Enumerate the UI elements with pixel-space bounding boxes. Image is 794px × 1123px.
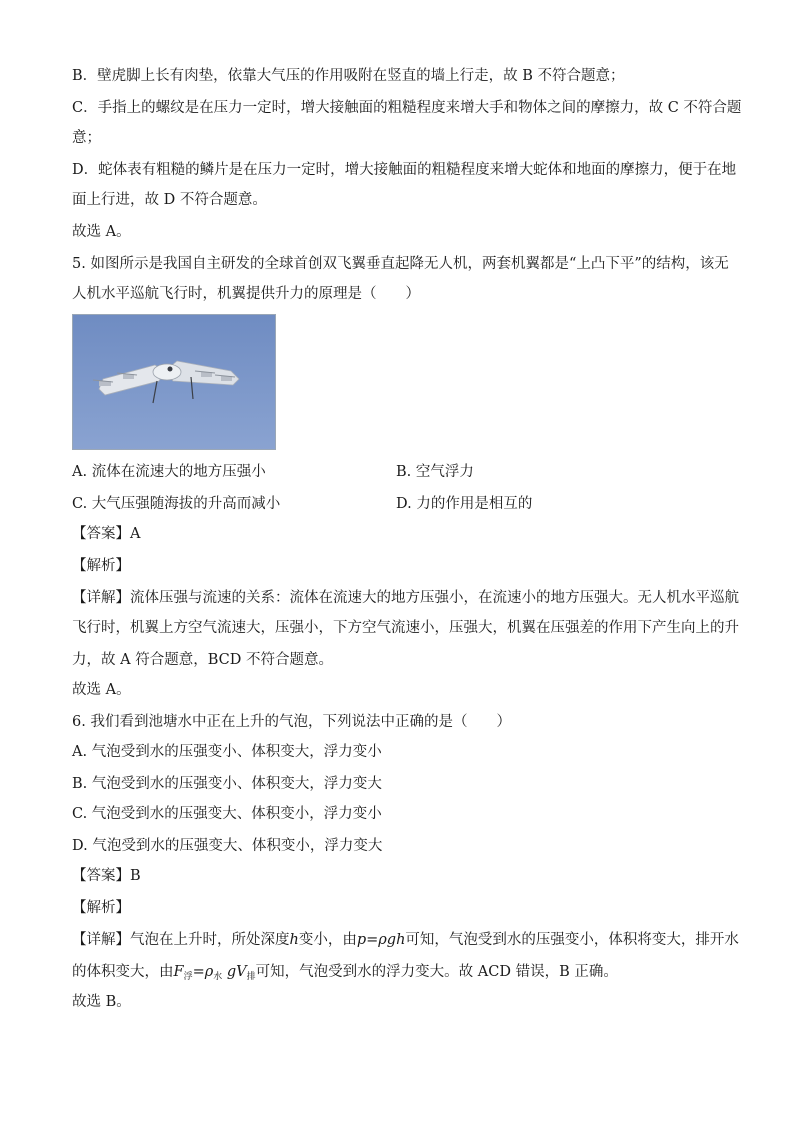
text-line: 意； <box>72 130 101 146</box>
option-a: A. 气泡受到水的压强变小、体积变大，浮力变小 <box>72 744 382 760</box>
question-5-stem: 5. 如图所示是我国自主研发的全球首创双飞翼垂直起降无人机，两套机翼都是“上凸下平”的结构，该无 <box>72 256 729 272</box>
symbol-h: h <box>289 932 299 948</box>
answer-tag: 【答案】 <box>72 526 130 542</box>
analysis-tag: 【解析】 <box>72 558 130 574</box>
option-d: D. 气泡受到水的压强变大、体积变小，浮力变大 <box>72 838 383 854</box>
detail-text: 可知，气泡受到水的压强变小，体积将变大，排开水 <box>405 932 739 948</box>
detail-tag: 【详解】 <box>72 932 130 948</box>
answer-value: A <box>130 526 141 542</box>
detail-text: 流体压强与流速的关系：流体在流速大的地方压强小，在流速小的地方压强大。无人机水平巡航 <box>130 590 739 606</box>
detail-line <box>72 962 732 987</box>
answer-value: B <box>130 868 141 884</box>
detail-line: 力，故 A 符合题意，BCD 不符合题意。 <box>72 652 333 668</box>
detail-tag: 【详解】 <box>72 590 130 606</box>
option-b: B. 空气浮力 <box>396 464 474 480</box>
buoyancy-formula: F <box>173 964 184 980</box>
detail-text: 变小，由 <box>298 932 357 948</box>
detail-text: 可知，气泡受到水的浮力变大。故 ACD 错误，B 正确。 <box>255 964 618 980</box>
option-a: A. 流体在流速大的地方压强小 <box>72 464 266 480</box>
option-b: B. 气泡受到水的压强变小、体积变大，浮力变大 <box>72 776 382 792</box>
question-6-stem: 6. 我们看到池塘水中正在上升的气泡，下列说法中正确的是（ ） <box>72 714 511 730</box>
question-5-stem: 人机水平巡航飞行时，机翼提供升力的原理是（ ） <box>72 286 420 302</box>
text-line: 故选 A。 <box>72 224 131 240</box>
option-d: D. 力的作用是相互的 <box>396 496 533 512</box>
pressure-formula: p=ρgh <box>356 932 406 948</box>
text-line: 面上行进，故 D 不符合题意。 <box>72 192 267 208</box>
detail-line: 故选 A。 <box>72 682 131 698</box>
drone-photo <box>72 314 276 450</box>
text-line: B．壁虎脚上长有肉垫，依靠大气压的作用吸附在竖直的墙上行走，故 B 不符合题意； <box>72 68 625 84</box>
detail-line <box>72 930 739 950</box>
detail-line: 飞行时，机翼上方空气流速大，压强小，下方空气流速小，压强大，机翼在压强差的作用下产生向上的升 <box>72 620 739 636</box>
detail-line <box>72 588 739 608</box>
formula-subscript: 水 <box>213 972 223 982</box>
text-line: D．蛇体表有粗糙的鳞片是在压力一定时，增大接触面的粗糙程度来增大蛇体和地面的摩擦力，便于在地 <box>72 162 737 178</box>
buoyancy-formula: =ρ <box>192 964 214 980</box>
formula-subscript: 排 <box>246 972 256 982</box>
detail-text: 气泡在上升时，所处深度 <box>130 932 290 948</box>
answer-line <box>72 524 732 544</box>
text-line: C．手指上的螺纹是在压力一定时，增大接触面的粗糙程度来增大手和物体之间的摩擦力，故 C 不符合题 <box>72 100 742 116</box>
answer-line <box>72 866 732 886</box>
answer-tag: 【答案】 <box>72 868 130 884</box>
analysis-tag: 【解析】 <box>72 900 130 916</box>
option-c: C. 大气压强随海拔的升高而减小 <box>72 496 281 512</box>
detail-line: 故选 B。 <box>72 994 131 1010</box>
option-c: C. 气泡受到水的压强变大、体积变小，浮力变小 <box>72 806 382 822</box>
formula-subscript: 浮 <box>183 972 193 982</box>
buoyancy-formula: gV <box>222 964 247 980</box>
detail-text: 的体积变大，由 <box>72 964 174 980</box>
